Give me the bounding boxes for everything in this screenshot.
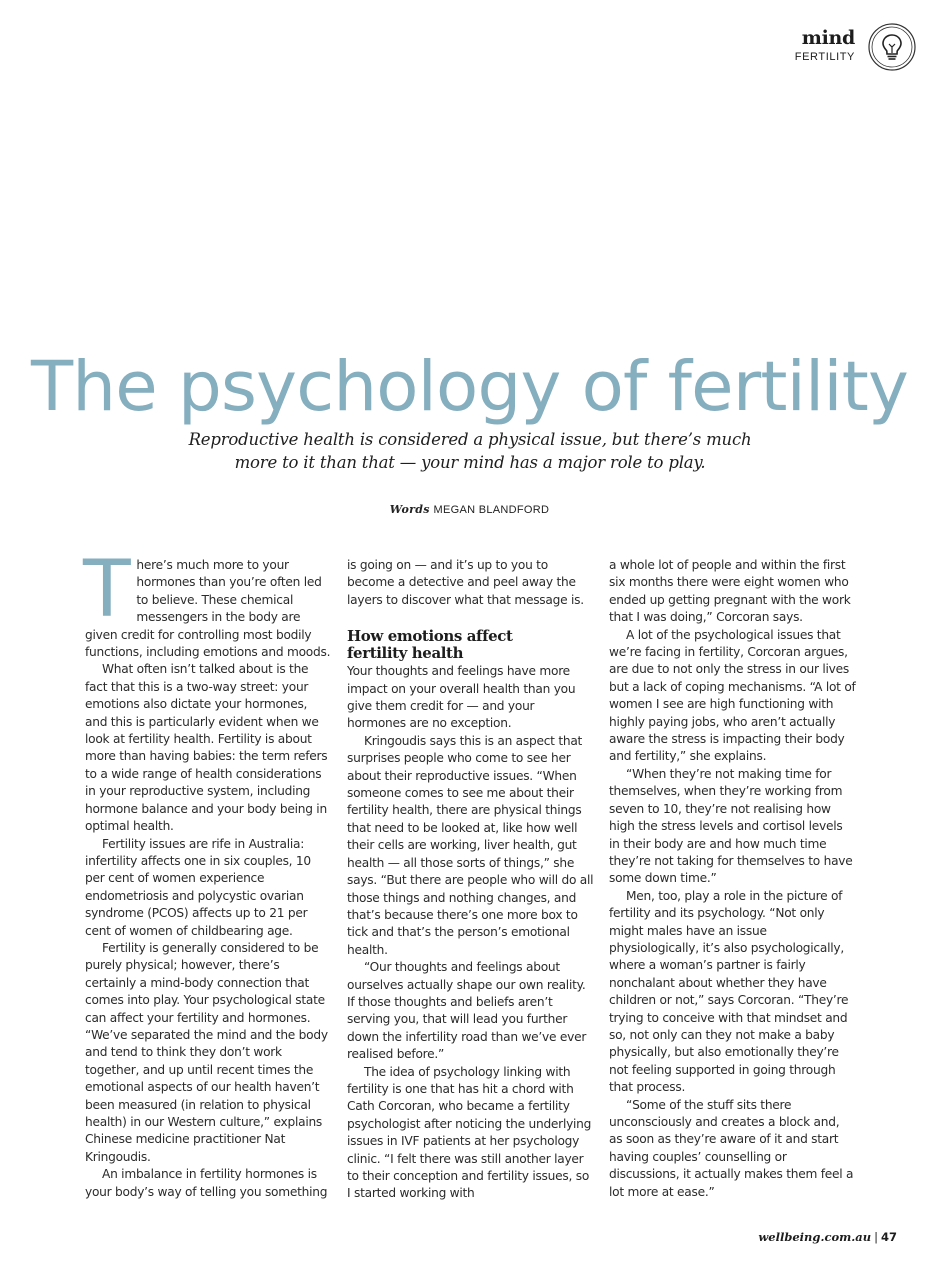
paragraph: The idea of psychology linking with fertility is one that has hit a chord with Cath Corcoran, who became a fertility psychologist after noticing the underlying issues in IVF patients at her psychology clinic. “I felt there was still another layer to their conception and fertility issues, so I started working with bbox=[347, 1064, 592, 1201]
paragraph: What often isn’t talked about is the fact that this is a two-way street: your emotions also dictate your hormones, and this is particularly evident when we look at fertility health. Fertility is about more than having babies: the term refers to a wide range of health considerations in your reproductive system, including hormone balance and your body being in optimal health. bbox=[85, 662, 328, 834]
subsection-name: FERTILITY bbox=[794, 51, 855, 63]
article-column-3 bbox=[609, 557, 856, 1201]
footer-website: wellbeing.com.au bbox=[758, 1230, 872, 1244]
section-subheading: How emotions affect fertility health bbox=[347, 627, 513, 663]
paragraph: “Our thoughts and feelings about ourselves actually shape our own reality. If those thoughts and beliefs aren’t serving you, that will lead you further down the infertility road than we’ve ever realised before.” bbox=[347, 960, 587, 1062]
paragraph: is going on — and it’s up to you to become a detective and peel away the layers to discover what that message is. bbox=[347, 558, 584, 607]
paragraph: “When they’re not making time for themselves, when they’re working from seven to 10, they’re not realising how high the stress levels and cortisol levels in their body are and how much time they’re not taking for themselves to have some down time.” bbox=[609, 766, 853, 886]
drop-cap: T bbox=[83, 545, 131, 635]
page-number: 47 bbox=[880, 1230, 897, 1244]
paragraph: “Some of the stuff sits there unconsciously and creates a block and, as soon as they’re aware of it and start having couples’ counselling or discussions, it actually makes them feel a lot more at ease.” bbox=[609, 1097, 854, 1199]
paragraph: Men, too, play a role in the picture of fertility and its psychology. “Not only might males have an issue physiologically, it’s also psychologically, where a woman’s partner is fairly nonchalant about whether they have children or not,” says Corcoran. “They’re trying to conceive with that mindset and so, not only can they not make a baby physically, but also emotionally they’re not feeling supported in going through that process. bbox=[609, 888, 849, 1095]
footer-separator: | bbox=[874, 1230, 878, 1244]
section-name: mind bbox=[801, 27, 855, 49]
paragraph: a whole lot of people and within the first six months there were eight women who ended up getting pregnant with the work that I was doing,” Corcoran says. bbox=[609, 558, 851, 625]
paragraph: Kringoudis says this is an aspect that surprises people who come to see her about their reproductive issues. “When someone comes to see me about their fertility health, there are physical things that need to be looked at, like how well their cells are working, liver health, gut health — all those sorts of things,” she says. “But there are people who will do all those things and nothing changes, and that’s because there’s one more box to tick and that’s the person’s emotional health. bbox=[347, 733, 594, 957]
paragraph: There’s much more to your hormones than you’re often led to believe. These chemical messengers in the body are given credit for controlling most bodily functions, including emotions and moods. bbox=[83, 545, 331, 660]
section-tag bbox=[795, 26, 855, 64]
paragraph: Your thoughts and feelings have more impact on your overall health than you give them credit for — and your hormones are no exception. bbox=[347, 664, 576, 731]
paragraph: Fertility is generally considered to be purely physical; however, there’s certainly a mind-body connection that comes into play. Your psychological state can affect your fertility and hormones. “We’ve separated the mind and the body and tend to think they don’t work together, and up until recent times the emotional aspects of our health haven’t been measured (in relation to physical health) in our Western culture,” explains Chinese medicine practitioner Nat Kringoudis. bbox=[85, 940, 328, 1164]
lightbulb-icon bbox=[867, 22, 917, 72]
paragraph: An imbalance in fertility hormones is your body’s way of telling you something bbox=[85, 1167, 328, 1199]
article-column-2 bbox=[347, 557, 594, 1203]
paragraph: Fertility issues are rife in Australia: infertility affects one in six couples, 10 per cent of women experience endometriosis and polycystic ovarian syndrome (PCOS) affects up to 21 per cent of women of childbearing age. bbox=[85, 836, 311, 938]
byline-author: MEGAN BLANDFORD bbox=[433, 504, 550, 516]
article-column-1 bbox=[83, 545, 332, 1201]
byline-label: Words bbox=[389, 503, 430, 516]
byline bbox=[0, 503, 939, 516]
page-footer bbox=[758, 1230, 897, 1244]
article-standfirst: Reproductive health is considered a physical issue, but there’s much more to it than that — your mind has a major role to play. bbox=[188, 430, 752, 472]
paragraph: A lot of the psychological issues that we’re facing in fertility, Corcoran argues, are due to not only the stress in our lives but a lack of coping mechanisms. “A lot of women I see are high functioning with highly paying jobs, who aren’t actually aware the stress is impacting their body and fertility,” she explains. bbox=[609, 627, 856, 764]
article-title: The psychology of fertility bbox=[30, 347, 909, 427]
